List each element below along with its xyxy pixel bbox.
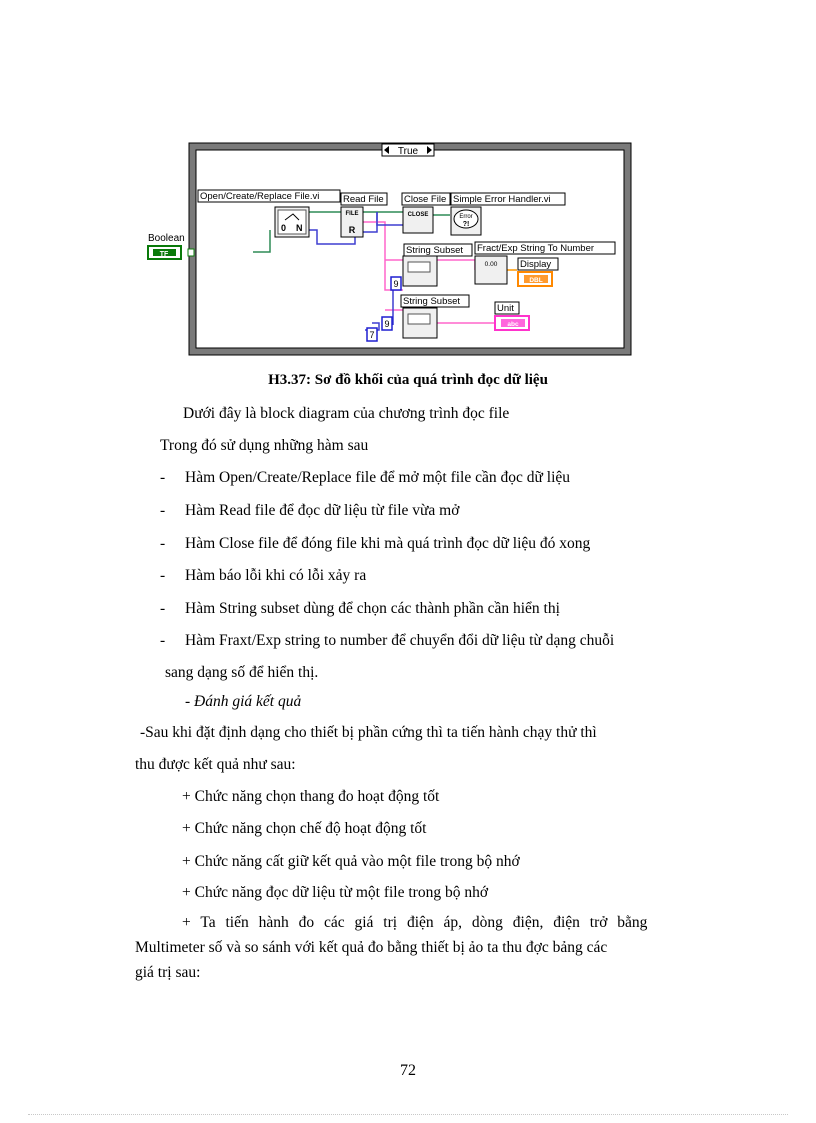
display-indicator[interactable] xyxy=(518,258,558,286)
bullet-item: Hàm Open/Create/Replace file để mở một file cần đọc dữ liệu xyxy=(185,469,571,486)
eval-line-1: -Sau khi đặt định dạng cho thiết bị phần cứng thì ta tiến hành chạy thử thì xyxy=(140,724,597,741)
figure-caption: H3.37: Sơ đồ khối của quá trình đọc dữ liệu xyxy=(268,372,548,388)
svg-text:N: N xyxy=(296,223,303,233)
bullet-continuation: sang dạng số để hiển thị. xyxy=(165,664,319,681)
eval-line-2: thu được kết quả như sau: xyxy=(135,756,296,773)
boolean-label: Boolean xyxy=(148,233,185,244)
svg-text:Simple Error Handler.vi: Simple Error Handler.vi xyxy=(453,194,551,205)
constant-9b[interactable] xyxy=(382,317,392,330)
boolean-terminal[interactable] xyxy=(148,246,194,259)
constant-7[interactable] xyxy=(367,328,377,341)
svg-text:abc: abc xyxy=(507,321,519,328)
bullet-dash: - xyxy=(160,502,166,519)
svg-text:TF: TF xyxy=(159,251,169,258)
svg-text:Read File: Read File xyxy=(343,194,384,205)
svg-text:FILE: FILE xyxy=(345,211,359,217)
case-selector[interactable] xyxy=(382,144,434,157)
measure-line-1: + Ta tiến hành đo các giá trị điện áp, dòng điện, điện trở bằng xyxy=(182,914,648,931)
uses-text: Trong đó sử dụng những hàm sau xyxy=(160,437,369,454)
svg-text:Open/Create/Replace File.vi: Open/Create/Replace File.vi xyxy=(200,191,320,202)
svg-text:CLOSE: CLOSE xyxy=(407,212,429,218)
measure-line-3: giá trị sau: xyxy=(135,964,201,981)
result-item: + Chức năng cất giữ kết quả vào một file trong bộ nhớ xyxy=(182,853,520,870)
bullet-item: Hàm Close file để đóng file khi mà quá trình đọc dữ liệu đó xong xyxy=(185,535,591,552)
page-bottom-border xyxy=(28,1114,788,1115)
svg-text:R: R xyxy=(348,225,356,235)
svg-text:0.00: 0.00 xyxy=(484,261,498,268)
svg-text:String Subset: String Subset xyxy=(403,296,461,307)
svg-text:?!: ?! xyxy=(462,221,470,228)
bullet-item: Hàm Read file để đọc dữ liệu từ file vừa mở xyxy=(185,502,460,519)
result-item: + Chức năng đọc dữ liệu từ một file trong bộ nhớ xyxy=(182,884,489,901)
bullet-dash: - xyxy=(160,535,166,552)
intro-text: Dưới đây là block diagram của chương trình đọc file xyxy=(183,405,510,422)
page-number: 72 xyxy=(400,1062,416,1079)
result-item: + Chức năng chọn chế độ hoạt động tốt xyxy=(182,820,427,837)
svg-text:Fract/Exp String To Number: Fract/Exp String To Number xyxy=(477,243,595,254)
bullet-item: Hàm báo lỗi khi có lỗi xảy ra xyxy=(185,567,367,584)
bullet-item: Hàm String subset dùng để chọn các thành phần cần hiển thị xyxy=(185,600,560,617)
bullet-dash: - xyxy=(160,600,166,617)
svg-text:String Subset: String Subset xyxy=(406,245,464,256)
svg-text:DBL: DBL xyxy=(529,277,543,284)
result-item: + Chức năng chọn thang đo hoạt động tốt xyxy=(182,788,440,805)
eval-heading: - Đánh giá kết quả xyxy=(185,693,302,710)
svg-text:Close File: Close File xyxy=(404,194,447,205)
svg-text:9: 9 xyxy=(393,279,399,289)
bullet-dash: - xyxy=(160,632,166,649)
svg-text:Error: Error xyxy=(459,214,473,220)
constant-9a[interactable] xyxy=(391,277,401,290)
svg-text:True: True xyxy=(397,146,419,157)
svg-text:7: 7 xyxy=(369,330,375,340)
svg-text:Unit: Unit xyxy=(497,303,514,314)
svg-text:Display: Display xyxy=(520,259,552,270)
svg-text:9: 9 xyxy=(384,319,390,329)
measure-line-2: Multimeter số và so sánh với kết quả đo bằng thiết bị ảo ta thu đợc bảng các xyxy=(135,939,608,956)
bullet-dash: - xyxy=(160,567,166,584)
svg-text:0: 0 xyxy=(281,223,287,233)
block-diagram xyxy=(145,140,635,358)
bullet-item: Hàm Fraxt/Exp string to number để chuyển đổi dữ liệu từ dạng chuỗi xyxy=(185,632,615,649)
bullet-dash: - xyxy=(160,469,166,486)
